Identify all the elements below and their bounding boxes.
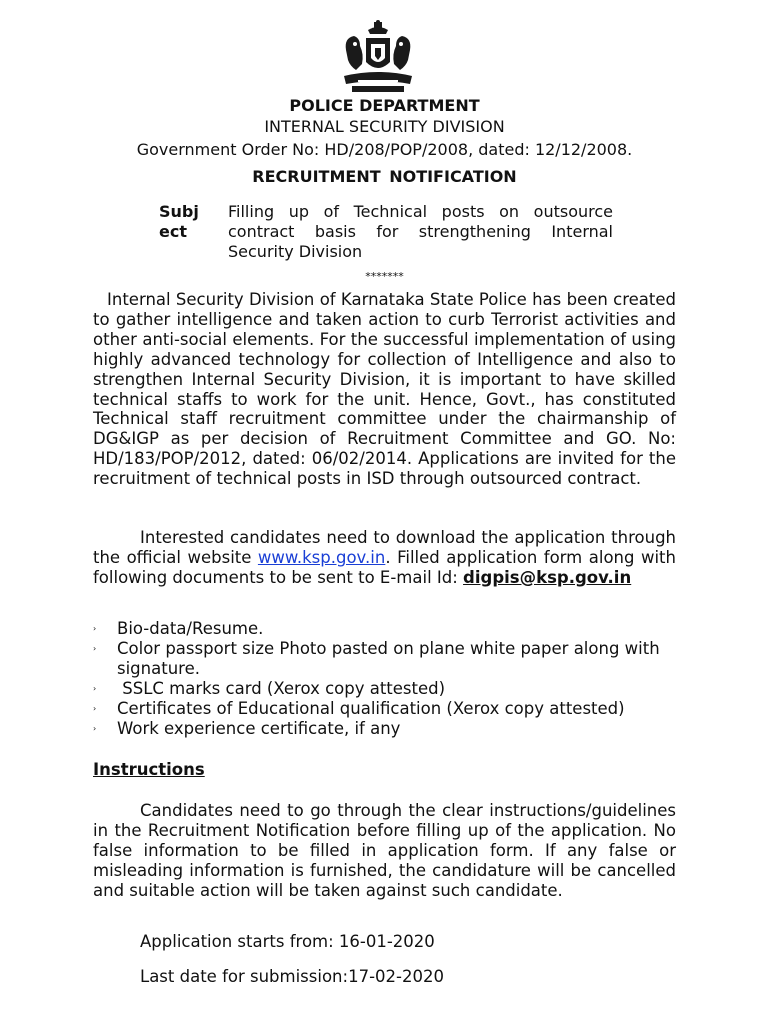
application-start-date: Application starts from: 16-01-2020	[140, 932, 435, 951]
arrow-bullet-icon: ›	[93, 624, 97, 633]
arrow-bullet-icon: ›	[93, 703, 97, 713]
arrow-bullet-icon: ›	[93, 683, 97, 693]
state-emblem	[338, 20, 418, 96]
paragraph-application	[93, 528, 676, 588]
list-item: › Bio-data/Resume.	[93, 619, 264, 638]
last-submission-date: Last date for submission:17-02-2020	[140, 967, 444, 986]
department-title: POLICE DEPARTMENT	[289, 96, 480, 115]
list-item: › SSLC marks card (Xerox copy attested)	[93, 678, 446, 698]
notice-title: RECRUITMENT NOTIFICATION	[252, 167, 517, 186]
subject-text: Filling up of Technical posts on outsource contract basis for strengthening Internal Security Division	[228, 202, 613, 261]
instructions-heading: Instructions	[93, 760, 205, 779]
division-title: INTERNAL SECURITY DIVISION	[264, 117, 505, 136]
list-item: › Work experience certificate, if any	[93, 718, 401, 738]
subject-label: Subj ect	[159, 202, 199, 241]
documents-list	[93, 619, 676, 738]
email-address[interactable]: digpis@ksp.gov.in	[463, 567, 632, 587]
list-item: › Certificates of Educational qualification (Xerox copy attested)	[93, 698, 625, 718]
government-order: Government Order No: HD/208/POP/2008, dated: 12/12/2008.	[136, 140, 633, 159]
list-item: › Color passport size Photo pasted on plane white paper along with signature.	[93, 638, 660, 678]
website-link[interactable]: www.ksp.gov.in	[257, 547, 386, 567]
instructions-text: Candidates need to go through the clear instructions/guidelines in the Recruitment Notification before filling up of the application. No false information to be filled in application form. If any false or misleading information is furnished, the candidature will be cancelled and suitable action will be taken against such candidate.	[93, 801, 676, 900]
separator: *******	[365, 270, 404, 283]
application-text-2: . Filled application form along with following documents to be sent to E-mail Id:	[93, 547, 676, 587]
paragraph-intro: Internal Security Division of Karnataka State Police has been created to gather intelligence and taken action to curb Terrorist activities and other anti-social elements. For the successful implementation of using highly advanced technology for collection of Intelligence and also to strengthen Internal Security Division, it is important to have skilled technical staffs to work for the unit. Hence, Govt., has constituted Technical staff recruitment committee under the chairmanship of DG&IGP as per decision of Recruitment Committee and GO. No: HD/183/POP/2012, dated: 06/02/2014. Applications are invited for the recruitment of technical posts in ISD through outsourced contract.	[93, 290, 676, 489]
arrow-bullet-icon: ›	[93, 723, 97, 733]
application-text-1: Interested candidates need to download the application through the official website	[93, 528, 676, 567]
arrow-bullet-icon: ›	[93, 643, 97, 653]
